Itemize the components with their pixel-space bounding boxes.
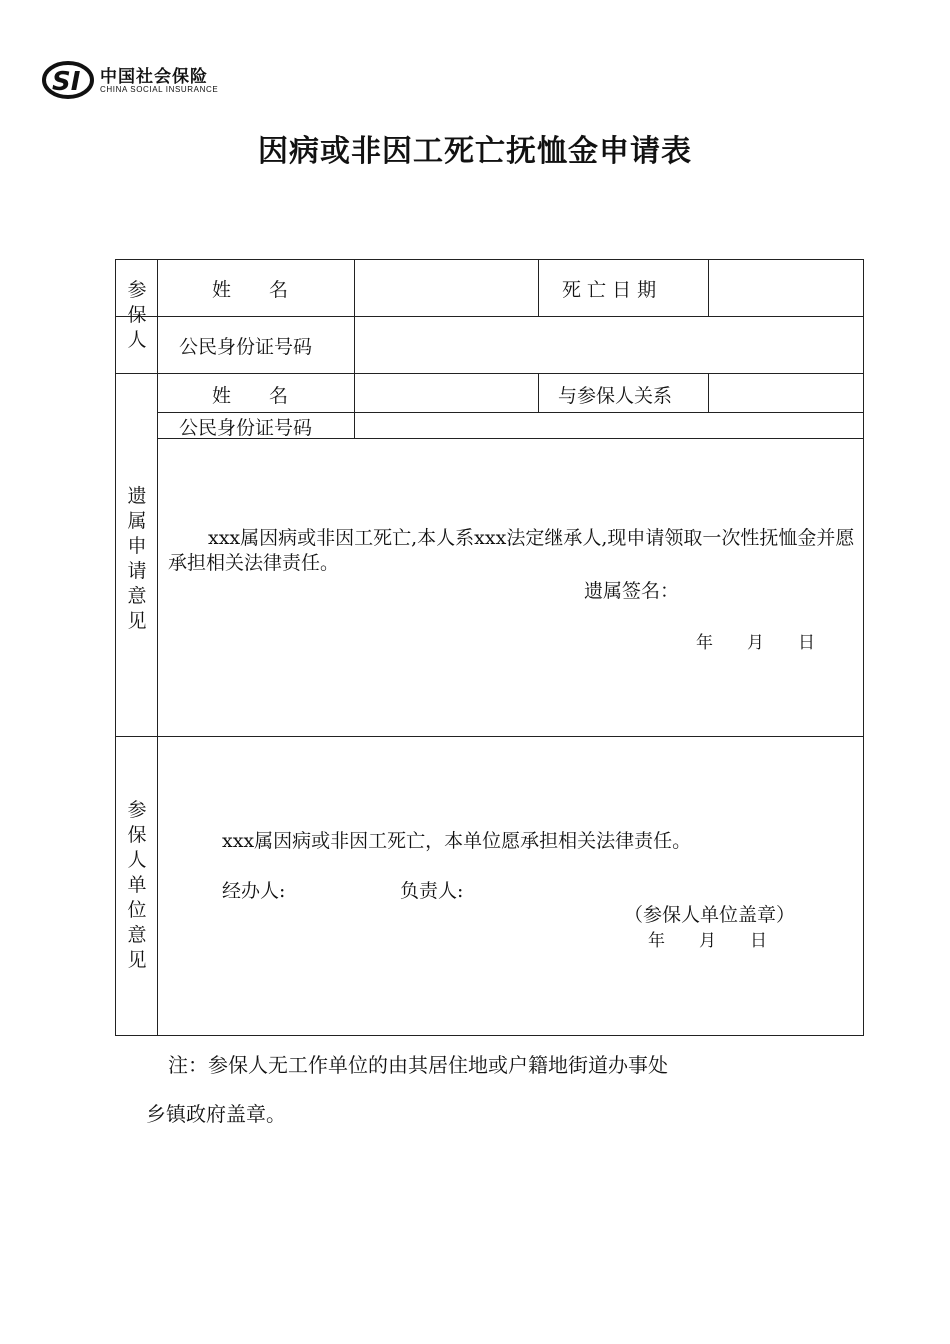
column-divider — [354, 260, 355, 316]
insured-name-label: 姓 名 — [212, 279, 289, 301]
dependent-id-label: 公民身份证号码 — [179, 417, 313, 439]
row-divider — [116, 736, 863, 737]
insured-section-label: 参 保 人 — [127, 279, 147, 351]
column-divider — [538, 260, 539, 316]
handler-label: 经办人: — [222, 880, 286, 902]
logo-english-text: CHINA SOCIAL INSURANCE — [100, 85, 219, 94]
dependent-section-label: 遗 属 申 请 意 见 — [127, 485, 147, 632]
relation-label: 与参保人关系 — [558, 385, 673, 407]
column-divider — [708, 260, 709, 316]
death-date-label: 死 亡 日 期 — [562, 279, 657, 301]
employer-date-line: 年 月 日 — [648, 931, 767, 951]
column-divider — [538, 373, 539, 412]
column-divider — [708, 373, 709, 412]
dependent-signature-label: 遗属签名： — [584, 580, 680, 602]
china-social-insurance-logo — [42, 60, 242, 104]
application-form-table — [115, 259, 864, 1036]
responsible-label: 负责人: — [400, 880, 464, 902]
si-logo-icon — [42, 60, 98, 100]
column-divider — [354, 316, 355, 373]
logo-mark: SI — [52, 67, 81, 97]
employer-statement: xxx属因病或非因工死亡，本单位愿承担相关法律责任。 — [222, 830, 692, 852]
row-divider — [116, 316, 863, 317]
employer-section-label: 参 保 人 单 位 意 见 — [127, 799, 147, 971]
employer-stamp-label: （参保人单位盖章） — [624, 904, 796, 926]
footnote-line-1: 注：参保人无工作单位的由其居住地或户籍地街道办事处 — [168, 1053, 668, 1077]
insured-id-label: 公民身份证号码 — [179, 336, 313, 358]
page-title: 因病或非因工死亡抚恤金申请表 — [258, 134, 692, 169]
dependent-statement: xxx属因病或非因工死亡,本人系xxx法定继承人,现申请领取一次性抚恤金并愿承担相关法律责任。 — [168, 527, 855, 574]
row-divider — [116, 373, 863, 374]
logo-chinese-text: 中国社会保险 — [100, 67, 208, 87]
dependent-date-line: 年 月 日 — [696, 633, 815, 653]
column-divider — [354, 373, 355, 438]
footnote-line-2: 乡镇政府盖章。 — [146, 1102, 286, 1126]
column-divider — [157, 260, 158, 1035]
dependent-name-label: 姓 名 — [212, 385, 289, 407]
